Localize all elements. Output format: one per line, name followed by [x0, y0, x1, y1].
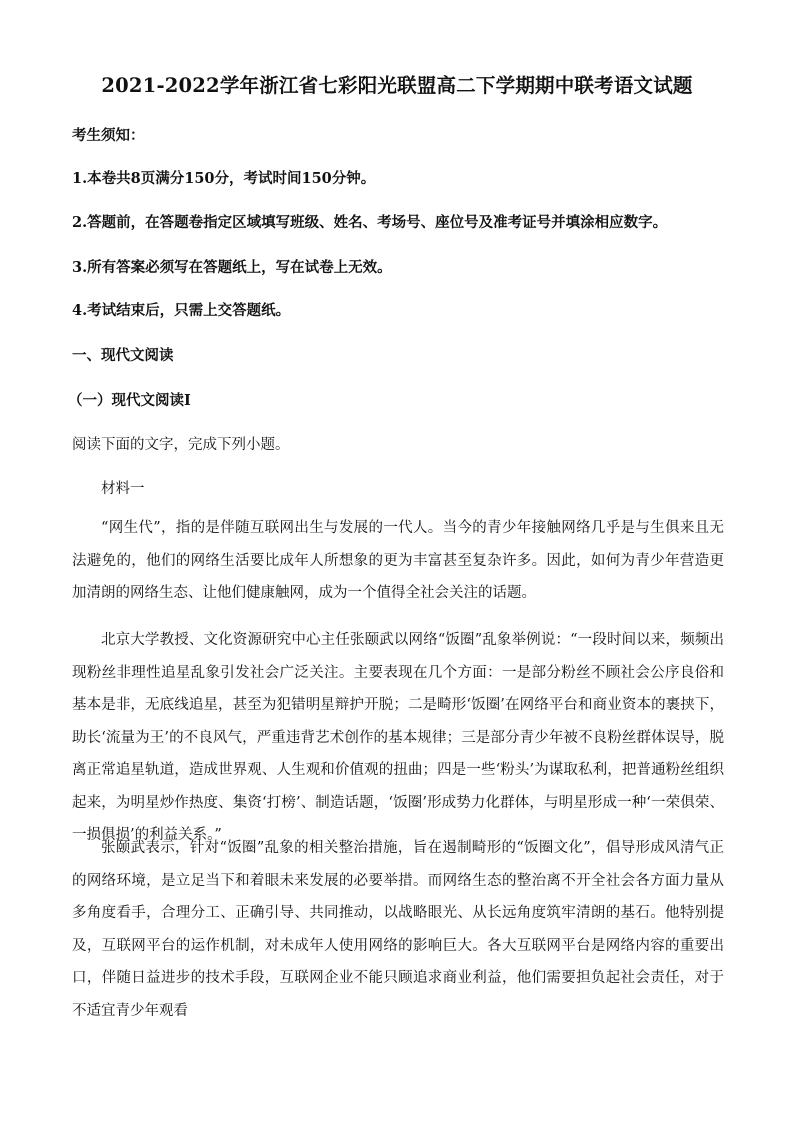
paragraph: 北京大学教授、文化资源研究中心主任张颐武以网络“饭圈”乱象举例说：“一段时间以来，频频出现粉丝非理性追星乱象引发社会广泛关注。主要表现在几个方面：一是部分粉丝不顾社会公序良俗和基本是非，无底线追星，甚至为犯错明星辩护开脱；二是畸形‘饭圈’在网络平台和商业资本的裹挟下，助长‘流量为王’的不良风气，严重违背艺术创作的基本规律；三是部分青少年被不良粉丝群体误导，脱离正常追星轨道，造成世界观、人生观和价值观的扭曲；四是一些‘粉头’为谋取私利，把普通粉丝组织起来，为明星炒作热度、集资‘打榜’、制造话题，‘饭圈’形成势力化群体，与明星形成一种‘一荣俱荣、一损俱损’的利益关系。”	[72, 632, 724, 843]
notice-item: 3.所有答案必须写在答题纸上，写在试卷上无效。	[72, 259, 392, 276]
paragraph: “网生代”，指的是伴随互联网出生与发展的一代人。当今的青少年接触网络几乎是与生俱来且无法避免的，他们的网络生活要比成年人所想象的更为丰富甚至复杂许多。因此，如何为青少年营造更加清朗的网络生态、让他们健康触网，成为一个值得全社会关注的话题。	[72, 520, 724, 601]
notice-item: 1.本卷共8页满分150分，考试时间150分钟。	[72, 170, 376, 187]
subsection-heading: （一）现代文阅读Ⅰ	[68, 392, 191, 409]
paragraph: 张颐武表示，针对“饭圈”乱象的相关整治措施，旨在遏制畸形的“饭圈文化”，倡导形成风清气正的网络环境，是立足当下和着眼未来发展的必要举措。而网络生态的整治离不开全社会各方面力量从多角度看手，合理分工、正确引导、共同推动，以战略眼光、从长远角度筑牢清朗的基石。他特别提及，互联网平台的运作机制，对未成年人使用网络的影响巨大。各大互联网平台是网络内容的重要出口，伴随日益进步的技术手段，互联网企业不能只顾追求商业利益，他们需要担负起社会责任，对于不适宜青少年观看	[72, 840, 724, 1019]
notice-heading: 考生须知：	[72, 127, 145, 144]
instruction-text: 阅读下面的文字，完成下列小题。	[72, 437, 290, 453]
document-title: 2021-2022学年浙江省七彩阳光联盟高二下学期期中联考语文试题	[101, 74, 693, 97]
notice-item: 2.答题前，在答题卷指定区域填写班级、姓名、考场号、座位号及准考证号并填涂相应数字。	[72, 214, 668, 231]
section-heading: 一、现代文阅读	[72, 347, 174, 364]
material-label: 材料一	[101, 481, 145, 497]
notice-item: 4.考试结束后，只需上交答题纸。	[72, 302, 291, 319]
